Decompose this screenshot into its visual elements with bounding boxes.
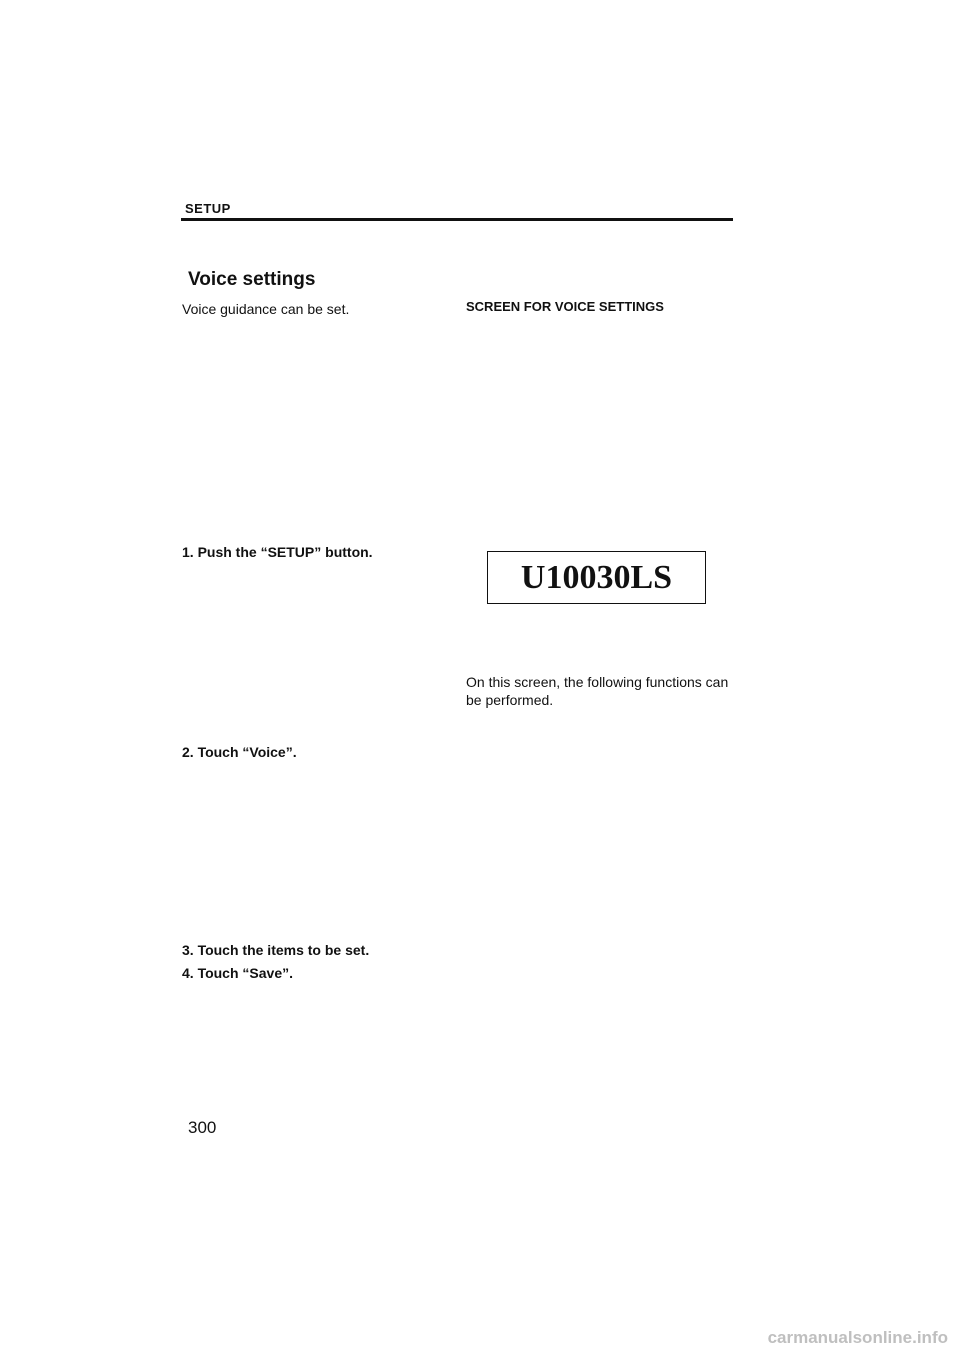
- screen-heading: SCREEN FOR VOICE SETTINGS: [466, 299, 664, 314]
- figure-code: U10030LS: [520, 558, 673, 596]
- screen-description: On this screen, the following functions can be performed.: [466, 674, 729, 708]
- section-title: Voice settings: [188, 269, 316, 290]
- step-1: 1. Push the “SETUP” button.: [182, 544, 373, 560]
- step-4: 4. Touch “Save”.: [182, 965, 293, 981]
- step-2: 2. Touch “Voice”.: [182, 744, 297, 760]
- page-number: 300: [188, 1118, 217, 1137]
- intro-text: Voice guidance can be set.: [182, 301, 350, 317]
- step-3: 3. Touch the items to be set.: [182, 942, 370, 958]
- figure-placeholder: [487, 551, 706, 604]
- header-section-label: SETUP: [185, 201, 231, 216]
- watermark: carmanualsonline.info: [767, 1328, 948, 1347]
- header-rule: [181, 218, 733, 221]
